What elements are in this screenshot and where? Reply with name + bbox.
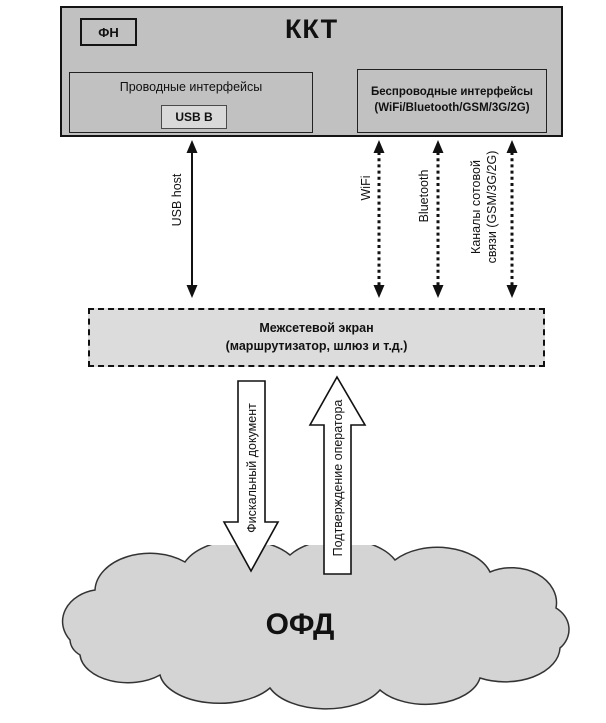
firewall-label-line1: Межсетевой экран <box>259 321 374 335</box>
cellular-arrow <box>507 140 518 298</box>
wireless-interfaces-label-line2: (WiFi/Bluetooth/GSM/3G/2G) <box>374 102 530 114</box>
connection-arrows <box>0 138 606 300</box>
cellular-label-line1: Каналы сотовой <box>468 160 483 254</box>
cellular-label <box>468 151 501 264</box>
wireless-interfaces-label-line1: Беспроводные интерфейсы <box>370 86 533 99</box>
wifi-label: WiFi <box>358 175 373 201</box>
usb-host-label: USB host <box>169 173 184 227</box>
kkt-title: ККТ <box>284 14 339 44</box>
flow-arrows <box>0 370 606 580</box>
usb-b-port-box <box>161 105 227 129</box>
kkt-box <box>60 6 563 137</box>
usb-host-arrow <box>187 140 198 298</box>
bluetooth-arrow <box>433 140 444 298</box>
firewall-label-line2: (маршрутизатор, шлюз и т.д.) <box>225 338 408 353</box>
wireless-interfaces-box <box>357 69 547 133</box>
cellular-label-line2: связи (GSM/3G/2G) <box>485 150 499 264</box>
wired-interfaces-label: Проводные интерфейсы <box>119 80 263 94</box>
fn-module-box <box>80 18 137 46</box>
wifi-arrow <box>374 140 385 298</box>
operator-confirmation-label: Подтверждение оператора <box>330 399 345 557</box>
ofd-cloud-label: ОФД <box>265 608 335 641</box>
wired-interfaces-box <box>69 72 313 133</box>
usb-b-port-label: USB B <box>175 110 213 124</box>
firewall-box <box>88 308 545 367</box>
bluetooth-label: Bluetooth <box>416 169 431 223</box>
fiscal-document-label: Фискальный документ <box>244 403 259 533</box>
fn-module-label: ФН <box>98 24 119 40</box>
